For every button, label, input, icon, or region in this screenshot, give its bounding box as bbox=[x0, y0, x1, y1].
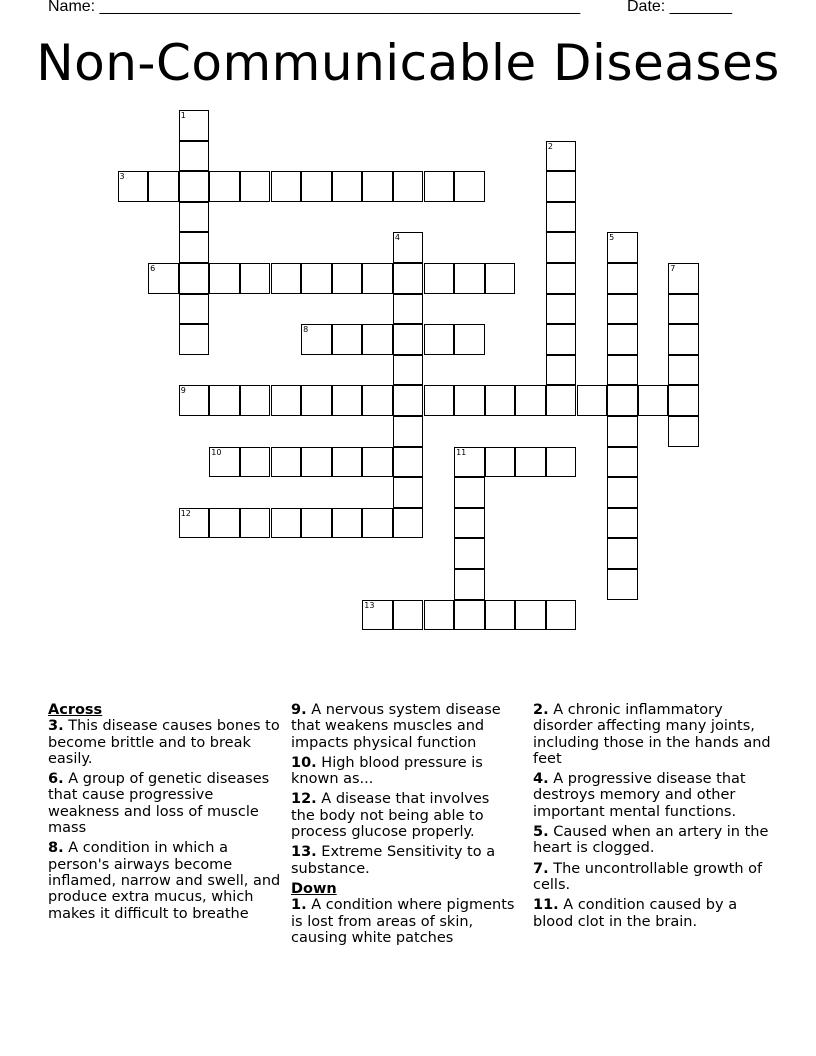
grid-cell[interactable] bbox=[393, 355, 424, 386]
grid-cell[interactable] bbox=[454, 600, 485, 631]
grid-cell[interactable] bbox=[179, 141, 210, 172]
grid-cell[interactable] bbox=[454, 538, 485, 569]
grid-cell[interactable] bbox=[607, 385, 638, 416]
grid-cell[interactable] bbox=[393, 171, 424, 202]
grid-cell[interactable] bbox=[240, 171, 271, 202]
grid-cell[interactable] bbox=[179, 232, 210, 263]
grid-cell[interactable] bbox=[362, 324, 393, 355]
grid-cell[interactable] bbox=[332, 171, 363, 202]
clue-column-1 bbox=[48, 702, 284, 926]
clue-number: 1 bbox=[180, 111, 186, 120]
grid-cell[interactable] bbox=[179, 263, 210, 294]
date-label: Date: bbox=[627, 0, 666, 15]
clue-number: 7 bbox=[670, 264, 676, 273]
down-heading: Down bbox=[291, 880, 337, 897]
grid-cell[interactable] bbox=[179, 294, 210, 325]
grid-cell[interactable] bbox=[607, 263, 638, 294]
grid-cell[interactable] bbox=[638, 385, 669, 416]
clue-across-13: 13. Extreme Sensitivity to a substance. bbox=[291, 844, 496, 877]
grid-cell[interactable] bbox=[362, 171, 393, 202]
grid-cell[interactable] bbox=[454, 171, 485, 202]
grid-cell[interactable] bbox=[607, 355, 638, 386]
grid-cell[interactable] bbox=[209, 508, 240, 539]
across-heading: Across bbox=[48, 702, 103, 718]
clue-column-3 bbox=[533, 702, 773, 934]
grid-cell[interactable] bbox=[424, 171, 455, 202]
grid-cell[interactable] bbox=[424, 263, 455, 294]
grid-cell[interactable] bbox=[362, 263, 393, 294]
grid-cell[interactable] bbox=[179, 202, 210, 233]
grid-cell[interactable] bbox=[454, 385, 485, 416]
clue-across-8: 8. A condition in which a person's airways become inflamed, narrow and swell, and produce extra mucus, which makes it difficult to breathe bbox=[48, 840, 281, 922]
grid-cell[interactable] bbox=[393, 447, 424, 478]
clue-down-11: 11. A condition caused by a blood clot in the brain. bbox=[533, 897, 738, 930]
grid-cell[interactable] bbox=[546, 324, 577, 355]
grid-cell[interactable] bbox=[271, 171, 302, 202]
grid-cell[interactable] bbox=[454, 263, 485, 294]
grid-cell[interactable] bbox=[393, 385, 424, 416]
grid-cell[interactable] bbox=[240, 385, 271, 416]
grid-cell[interactable] bbox=[332, 385, 363, 416]
grid-cell[interactable] bbox=[393, 416, 424, 447]
grid-cell[interactable] bbox=[179, 508, 210, 539]
grid-cell[interactable] bbox=[546, 141, 577, 172]
clue-down-5: 5. Caused when an artery in the heart is clogged. bbox=[533, 824, 769, 857]
grid-cell[interactable] bbox=[393, 263, 424, 294]
grid-cell[interactable] bbox=[209, 385, 240, 416]
grid-cell[interactable] bbox=[485, 600, 516, 631]
grid-cell[interactable] bbox=[393, 232, 424, 263]
clue-across-9: 9. A nervous system disease that weakens muscles and impacts physical function bbox=[291, 702, 501, 751]
grid-cell[interactable] bbox=[668, 263, 699, 294]
clue-number: 9 bbox=[180, 386, 186, 396]
grid-cell[interactable] bbox=[301, 508, 332, 539]
grid-cell[interactable] bbox=[515, 385, 546, 416]
clue-column-2 bbox=[291, 702, 517, 950]
grid-cell[interactable] bbox=[393, 508, 424, 539]
grid-cell[interactable] bbox=[607, 508, 638, 539]
grid-cell[interactable] bbox=[668, 385, 699, 416]
grid-cell[interactable] bbox=[209, 447, 240, 478]
clue-down-7: 7. The uncontrollable growth of cells. bbox=[533, 860, 763, 893]
grid-cell[interactable] bbox=[332, 447, 363, 478]
grid-cell[interactable] bbox=[179, 385, 210, 416]
clue-across-6: 6. A group of genetic diseases that cause progressive weakness and loss of muscle mass bbox=[48, 771, 270, 837]
grid-cell[interactable] bbox=[301, 171, 332, 202]
grid-cell[interactable] bbox=[393, 477, 424, 508]
clue-number: 3 bbox=[119, 172, 125, 182]
grid-cell[interactable] bbox=[454, 508, 485, 539]
grid-cell[interactable] bbox=[607, 569, 638, 600]
grid-cell[interactable] bbox=[607, 294, 638, 325]
clue-number: 2 bbox=[547, 141, 553, 151]
grid-cell[interactable] bbox=[271, 263, 302, 294]
grid-cell[interactable] bbox=[607, 447, 638, 478]
grid-cell[interactable] bbox=[179, 110, 210, 141]
grid-cell[interactable] bbox=[301, 324, 332, 355]
grid-cell[interactable] bbox=[271, 447, 302, 478]
grid-cell[interactable] bbox=[148, 171, 179, 202]
grid-cell[interactable] bbox=[393, 324, 424, 355]
clue-down-2: 2. A chronic inflammatory disorder affecting many joints, including those in the hands and feet bbox=[533, 702, 771, 767]
clue-number: 12 bbox=[180, 508, 191, 518]
grid-cell[interactable] bbox=[454, 477, 485, 508]
grid-cell[interactable] bbox=[179, 324, 210, 355]
grid-cell[interactable] bbox=[607, 477, 638, 508]
grid-cell[interactable] bbox=[301, 447, 332, 478]
grid-cell[interactable] bbox=[332, 508, 363, 539]
grid-cell[interactable] bbox=[607, 232, 638, 263]
name-label: Name: bbox=[48, 0, 96, 15]
grid-cell[interactable] bbox=[577, 385, 608, 416]
name-line[interactable]: ______________________________________________________ bbox=[99, 0, 581, 15]
grid-cell[interactable] bbox=[485, 385, 516, 416]
grid-cell[interactable] bbox=[332, 263, 363, 294]
grid-cell[interactable] bbox=[393, 600, 424, 631]
grid-cell[interactable] bbox=[362, 447, 393, 478]
clue-across-3: 3. This disease causes bones to become brittle and to break easily. bbox=[48, 718, 280, 767]
grid-cell[interactable] bbox=[148, 263, 179, 294]
page-title: Non-Communicable Diseases bbox=[36, 34, 780, 92]
grid-cell[interactable] bbox=[546, 294, 577, 325]
grid-cell[interactable] bbox=[485, 447, 516, 478]
clue-across-10: 10. High blood pressure is known as... bbox=[291, 754, 483, 788]
grid-cell[interactable] bbox=[179, 171, 210, 202]
grid-cell[interactable] bbox=[271, 508, 302, 539]
grid-cell[interactable] bbox=[668, 355, 699, 386]
clue-number: 11 bbox=[456, 447, 467, 457]
grid-cell[interactable] bbox=[546, 263, 577, 294]
grid-cell[interactable] bbox=[301, 385, 332, 416]
grid-cell[interactable] bbox=[271, 385, 302, 416]
grid-cell[interactable] bbox=[393, 294, 424, 325]
grid-cell[interactable] bbox=[118, 171, 149, 202]
grid-cell[interactable] bbox=[332, 324, 363, 355]
grid-cell[interactable] bbox=[546, 355, 577, 386]
clue-number: 13 bbox=[364, 600, 375, 610]
grid-cell[interactable] bbox=[607, 538, 638, 569]
grid-cell[interactable] bbox=[546, 447, 577, 478]
grid-cell[interactable] bbox=[424, 600, 455, 631]
grid-cell[interactable] bbox=[424, 385, 455, 416]
grid-cell[interactable] bbox=[454, 569, 485, 600]
grid-cell[interactable] bbox=[209, 263, 240, 294]
grid-cell[interactable] bbox=[240, 508, 271, 539]
grid-cell[interactable] bbox=[454, 324, 485, 355]
grid-cell[interactable] bbox=[301, 263, 332, 294]
grid-cell[interactable] bbox=[240, 263, 271, 294]
grid-cell[interactable] bbox=[668, 416, 699, 447]
grid-cell[interactable] bbox=[362, 600, 393, 631]
grid-cell[interactable] bbox=[546, 202, 577, 233]
grid-cell[interactable] bbox=[424, 324, 455, 355]
grid-cell[interactable] bbox=[546, 385, 577, 416]
clue-number: 5 bbox=[609, 233, 615, 243]
grid-cell[interactable] bbox=[240, 447, 271, 478]
grid-cell[interactable] bbox=[546, 232, 577, 263]
grid-cell[interactable] bbox=[485, 263, 516, 294]
clue-down-1: 1. A condition where pigments is lost from areas of skin, causing white patches bbox=[291, 897, 515, 946]
grid-cell[interactable] bbox=[607, 324, 638, 355]
clue-number: 8 bbox=[303, 325, 309, 335]
grid-cell[interactable] bbox=[668, 324, 699, 355]
clue-number: 6 bbox=[150, 264, 156, 273]
clue-number: 10 bbox=[211, 447, 222, 457]
grid-cell[interactable] bbox=[362, 385, 393, 416]
grid-cell[interactable] bbox=[515, 600, 546, 631]
grid-cell[interactable] bbox=[546, 600, 577, 631]
clue-number: 4 bbox=[394, 233, 400, 243]
grid-cell[interactable] bbox=[209, 171, 240, 202]
grid-cell[interactable] bbox=[454, 447, 485, 478]
grid-cell[interactable] bbox=[546, 171, 577, 202]
date-line[interactable]: _______ bbox=[669, 0, 732, 15]
grid-cell[interactable] bbox=[607, 416, 638, 447]
grid-cell[interactable] bbox=[515, 447, 546, 478]
clue-down-4: 4. A progressive disease that destroys memory and other important mental functions. bbox=[533, 771, 746, 820]
grid-cell[interactable] bbox=[668, 294, 699, 325]
clue-across-12: 12. A disease that involves the body not being able to process glucose properly. bbox=[291, 791, 490, 841]
grid-cell[interactable] bbox=[362, 508, 393, 539]
